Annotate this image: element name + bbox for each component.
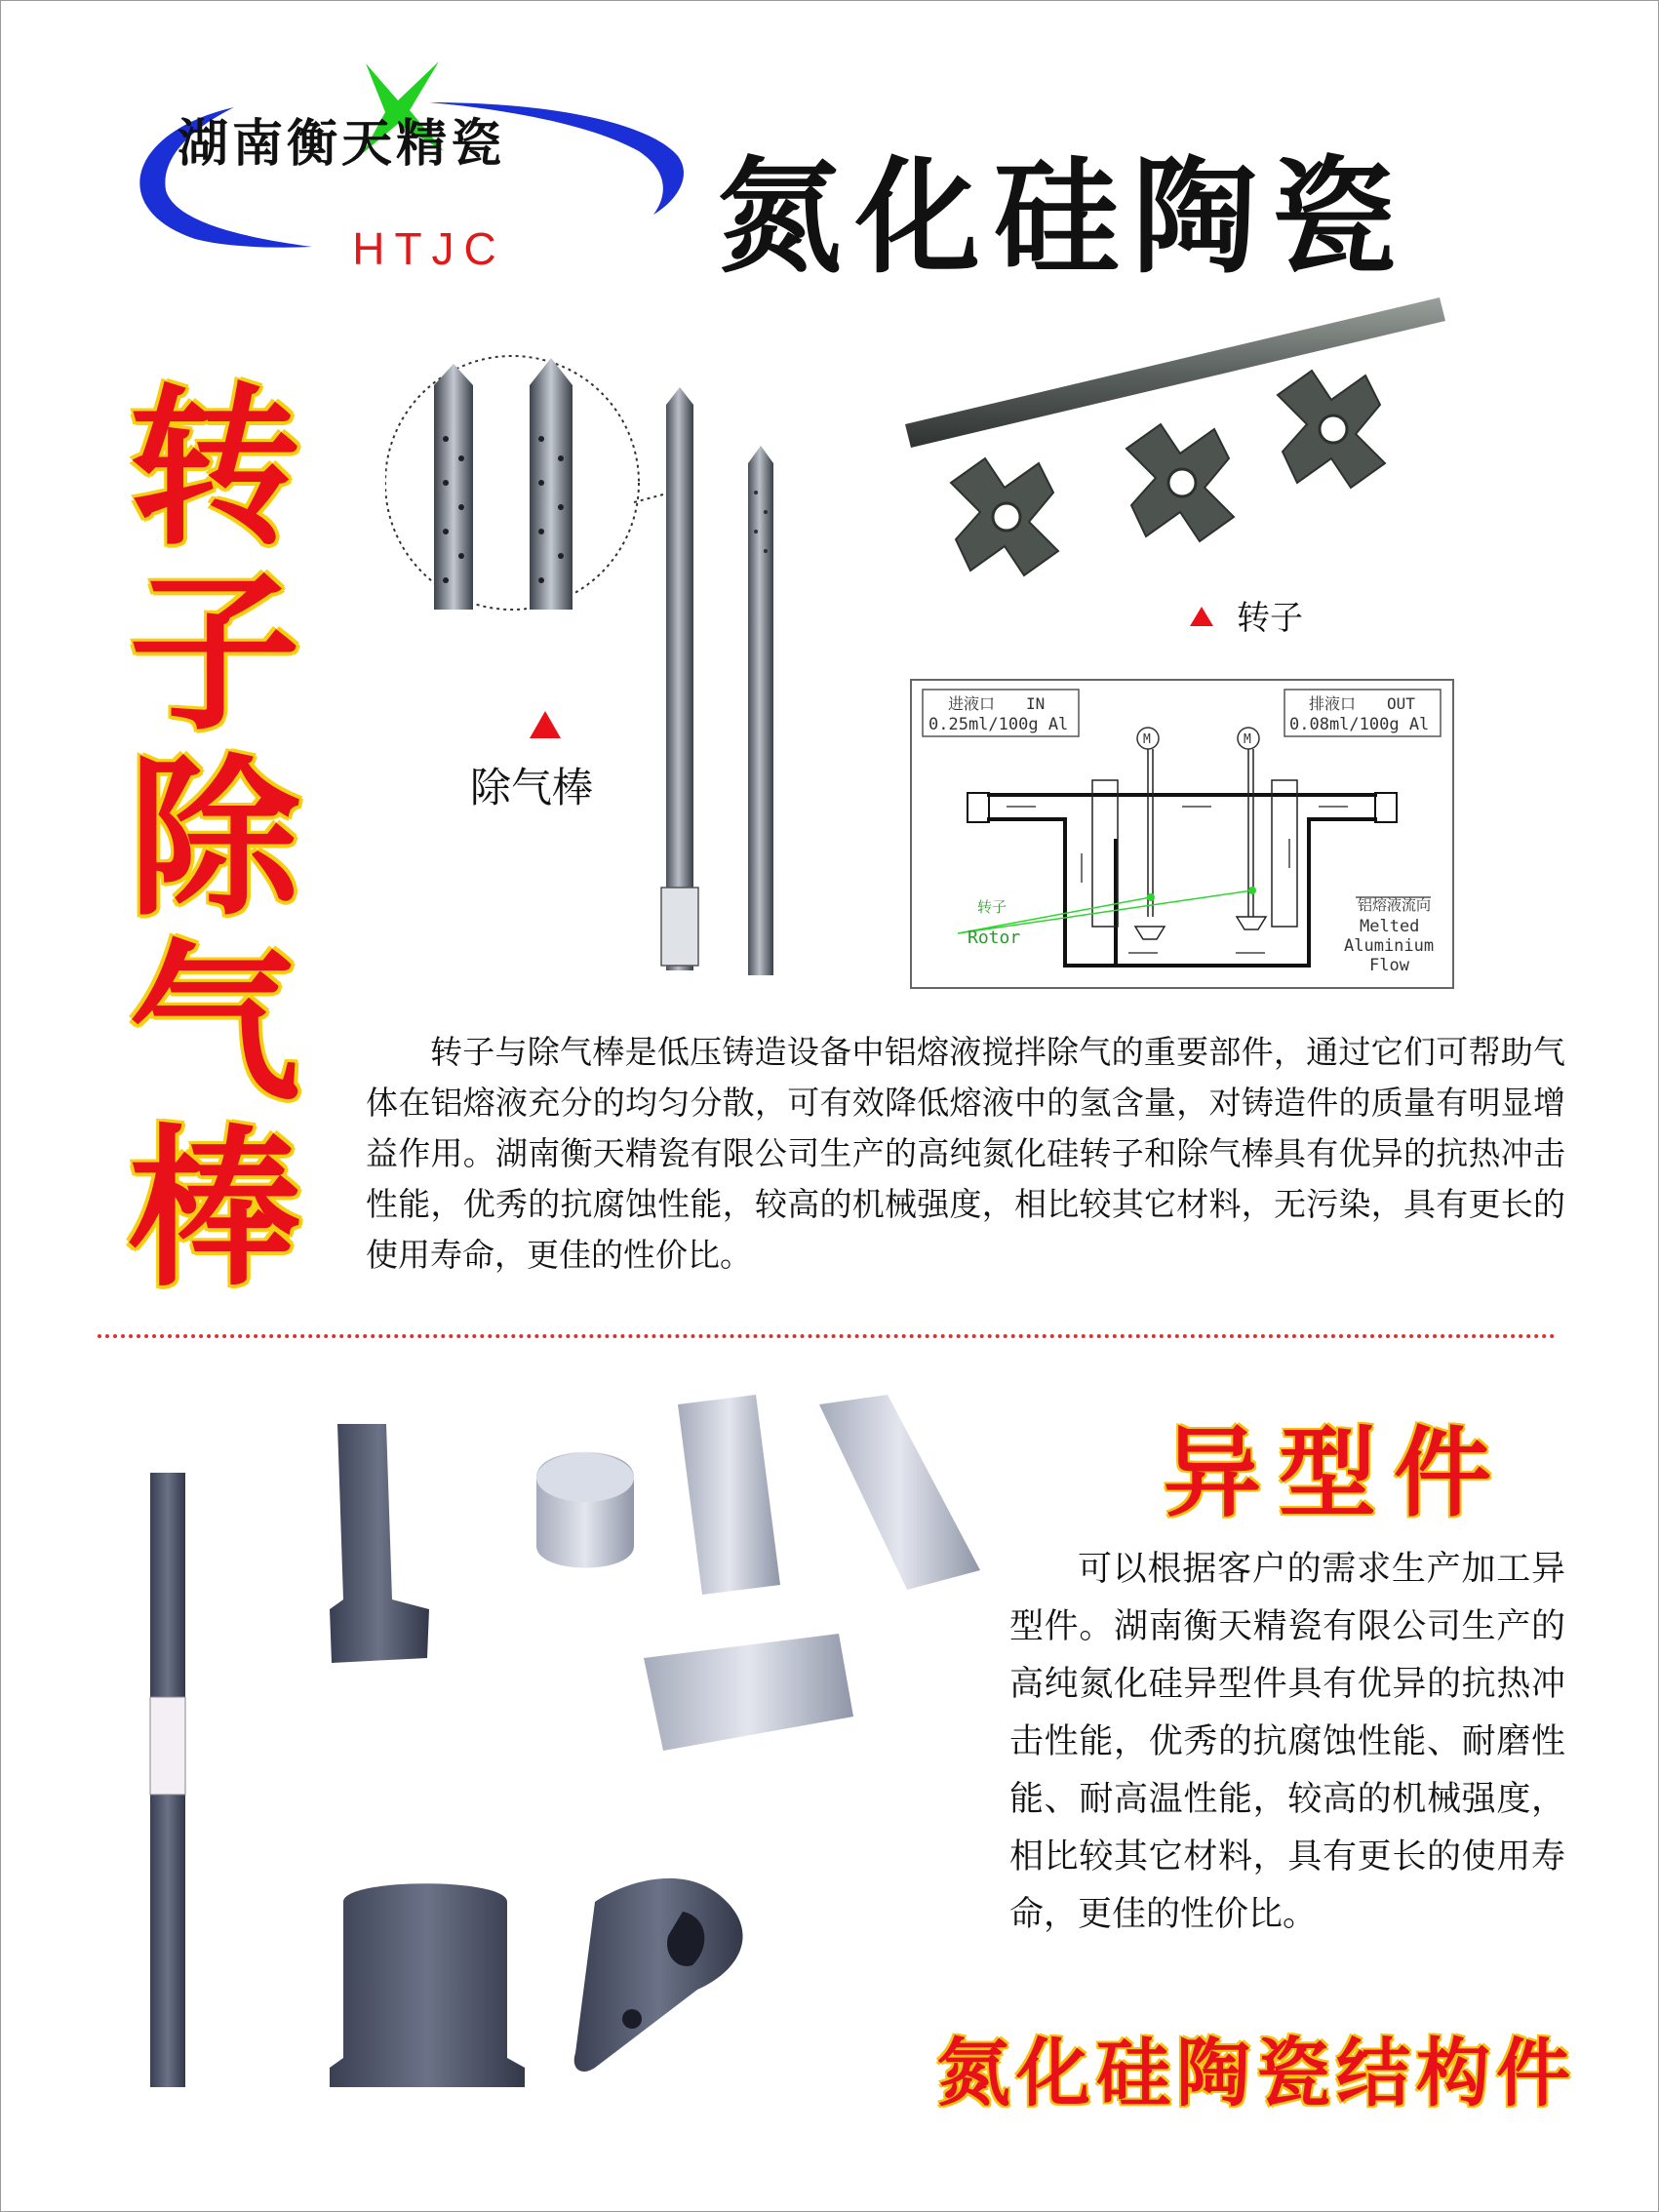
intro-paragraph bbox=[366, 1027, 1565, 1281]
rotor-label: 转子 bbox=[1237, 599, 1303, 638]
outlet-cn: 排液口 bbox=[1309, 694, 1357, 713]
triangle-marker-icon bbox=[1188, 605, 1215, 628]
vertical-title-char: 转 bbox=[128, 367, 300, 569]
vertical-title-char: 除 bbox=[128, 737, 300, 939]
rotor-cn: 转子 bbox=[977, 898, 1007, 916]
degassing-rod-photo bbox=[385, 346, 834, 980]
zoom-circle bbox=[385, 356, 639, 610]
zoom-rod-right bbox=[530, 358, 573, 610]
flow-en-1: Melted bbox=[1360, 917, 1420, 936]
inlet-value: 0.25ml/100g Al bbox=[928, 715, 1069, 734]
outlet-en: OUT bbox=[1387, 694, 1415, 713]
motor-left-symbol: M bbox=[1143, 732, 1151, 747]
tall-cylinder-part-1 bbox=[678, 1395, 780, 1595]
rotor-shaft bbox=[905, 297, 1445, 448]
special-parts-photo bbox=[137, 1385, 995, 2107]
outlet-value: 0.08ml/100g Al bbox=[1289, 715, 1430, 734]
structural-parts-title: 氮化硅陶瓷结构件 bbox=[936, 2030, 1576, 2116]
triangle-marker-icon bbox=[528, 709, 563, 740]
tall-cylinder-part-2 bbox=[819, 1395, 980, 1590]
motor-right-symbol: M bbox=[1244, 732, 1251, 747]
section-divider bbox=[98, 1334, 1556, 1338]
vertical-title-char: 棒 bbox=[128, 1108, 300, 1310]
lying-cylinder-part bbox=[644, 1634, 853, 1751]
special-parts-paragraph-text: 可以根据客户的需求生产加工异型件。湖南衡天精瓷有限公司生产的高纯氮化硅异型件具有优异的抗热冲击性能，优秀的抗腐蚀性能、耐磨性能、耐高温性能，较高的机械强度，相比较其它材料，具有更长的使用寿命，更佳的性价比。 bbox=[1009, 1550, 1565, 1934]
degassing-diagram bbox=[909, 678, 1455, 990]
inlet-en: IN bbox=[1026, 694, 1046, 713]
intro-paragraph-text: 转子与除气棒是低压铸造设备中铝熔液搅拌除气的重要部件，通过它们可帮助气体在铝熔液充分的均匀分散，可有效降低熔液中的氢含量，对铸造件的质量有明显增益作用。湖南衡天精瓷有限公司生产的高纯氮化硅转子和除气棒具有优异的抗热冲击性能，优秀的抗腐蚀性能，较高的机械强度，相比较其它材料，无污染，具有更长的使用寿命，更佳的性价比。 bbox=[366, 1033, 1565, 1274]
special-parts-title: 异型件 bbox=[1164, 1415, 1509, 1530]
degassing-rod-left bbox=[666, 387, 693, 970]
rotor-photo bbox=[897, 288, 1453, 610]
flow-en-2: Aluminium bbox=[1344, 936, 1435, 956]
vertical-title-char: 子 bbox=[128, 552, 300, 754]
vertical-title bbox=[117, 367, 312, 1310]
company-name: 湖南衡天精瓷 bbox=[177, 114, 505, 174]
flow-cn: 铝熔液流向 bbox=[1358, 896, 1432, 914]
long-rod-band bbox=[150, 1697, 185, 1795]
zoom-rod-left bbox=[434, 364, 473, 610]
cup-part bbox=[330, 1883, 525, 2087]
special-parts-paragraph bbox=[1009, 1541, 1565, 1944]
main-title: 氮化硅陶瓷 bbox=[717, 144, 1410, 291]
inlet-cn: 进液口 bbox=[948, 694, 996, 713]
stepped-pin-part bbox=[330, 1424, 429, 1663]
degassing-rod-right bbox=[748, 446, 773, 975]
rotor-en: Rotor bbox=[968, 928, 1021, 948]
teardrop-part bbox=[574, 1878, 743, 2072]
company-abbr: HTJC bbox=[352, 223, 506, 274]
flow-en-3: Flow bbox=[1369, 956, 1409, 975]
degassing-rod-label: 除气棒 bbox=[470, 764, 594, 811]
vertical-title-char: 气 bbox=[128, 923, 300, 1125]
rod-sleeve bbox=[661, 888, 698, 966]
